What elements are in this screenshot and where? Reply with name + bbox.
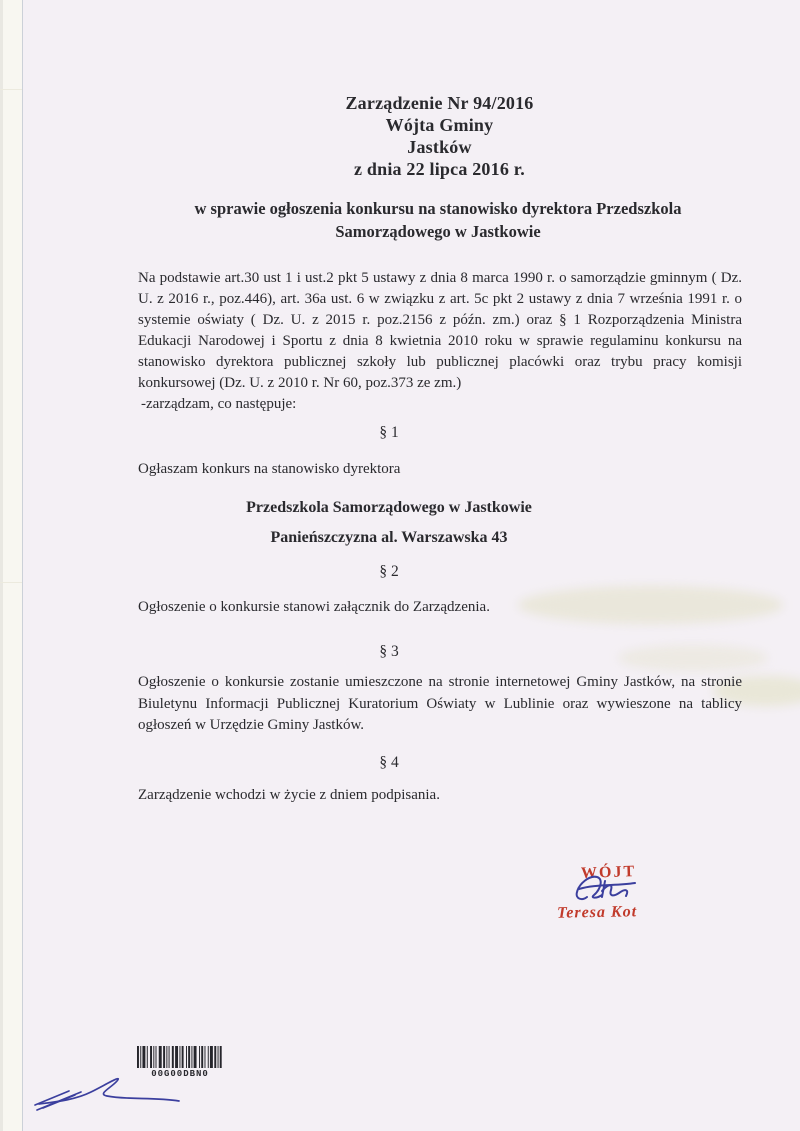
section-1-institution-name: Przedszkola Samorządowego w Jastkowie: [246, 499, 532, 516]
scan-edge-band: [0, 0, 22, 1131]
scan-artifact-line: [0, 89, 22, 90]
section-3-mark: § 3: [379, 643, 399, 660]
title-line-4: z dnia 22 lipca 2016 r.: [354, 159, 525, 179]
stamp-title-wojt: WÓJT: [580, 863, 637, 882]
legal-preamble: Na podstawie art.30 ust 1 i ust.2 pkt 5 ustawy z dnia 8 marca 1990 r. o samorządzie gminnym ( Dz. U. z 2016 r., poz.446), art. 36a ust. 6 w związku z art. 5c pkt 2 ustawy z dnia 7 września 1991 r. o systemie oświaty ( Dz. U. z 2015 r. poz.2156 z późn. zm.) oraz § 1 Rozporządzenia Ministra Edukacji Narodowej i Sportu z dnia 8 kwietnia 2010 roku w sprawie regulaminu konkursu na stanowisko dyrektora publicznej szkoły lub publicznej placówki oraz trybu pracy komisji konkursowej (Dz. U. z 2010 r. Nr 60, poz.373 ze zm.): [138, 270, 742, 391]
document-title: [138, 92, 741, 180]
subject-line-2: Samorządowego w Jastkowie: [335, 222, 541, 241]
preamble-block: [138, 268, 742, 415]
stamp-name-teresa-kot: Teresa Kot: [556, 903, 638, 922]
scan-edge-shadow: [0, 0, 3, 1131]
section-1-intro: Ogłaszam konkurs na stanowisko dyrektora: [138, 461, 401, 477]
signature-stamp-block: [529, 862, 699, 932]
signature-scribble-icon: [33, 1072, 208, 1120]
section-1-mark: § 1: [379, 424, 399, 441]
section-1-institution-address: Panieńszczyzna al. Warszawska 43: [270, 529, 508, 546]
preamble-closing: -zarządzam, co następuje:: [141, 396, 297, 412]
barcode-code-text: 00G00DBN0: [151, 1069, 209, 1079]
section-2-body: Ogłoszenie o konkursie stanowi załącznik do Zarządzenia.: [138, 599, 490, 615]
title-line-3: Jastków: [407, 137, 472, 157]
title-line-1: Zarządzenie Nr 94/2016: [345, 93, 534, 113]
scan-smudge: [618, 645, 768, 671]
section-4-body: Zarządzenie wchodzi w życie z dniem podpisania.: [138, 787, 440, 803]
scan-artifact-line: [0, 582, 22, 583]
barcode-image: [137, 1046, 223, 1068]
document-sheet: [22, 0, 800, 1131]
subject-line-1: w sprawie ogłoszenia konkursu na stanowisko dyrektora Przedszkola: [194, 199, 682, 218]
title-line-2: Wójta Gminy: [385, 115, 494, 135]
section-4-mark: § 4: [379, 754, 399, 771]
section-3-body: Ogłoszenie o konkursie zostanie umieszczone na stronie internetowej Gminy Jastków, na stronie Biuletynu Informacji Publicznej Kuratorium Oświaty w Lublinie oraz wywieszone na tablicy ogłoszeń w Urzędzie Gminy Jastków.: [138, 674, 742, 733]
document-subject: [158, 197, 718, 243]
section-2-mark: § 2: [379, 563, 399, 580]
handwritten-signature-icon: [571, 870, 645, 908]
